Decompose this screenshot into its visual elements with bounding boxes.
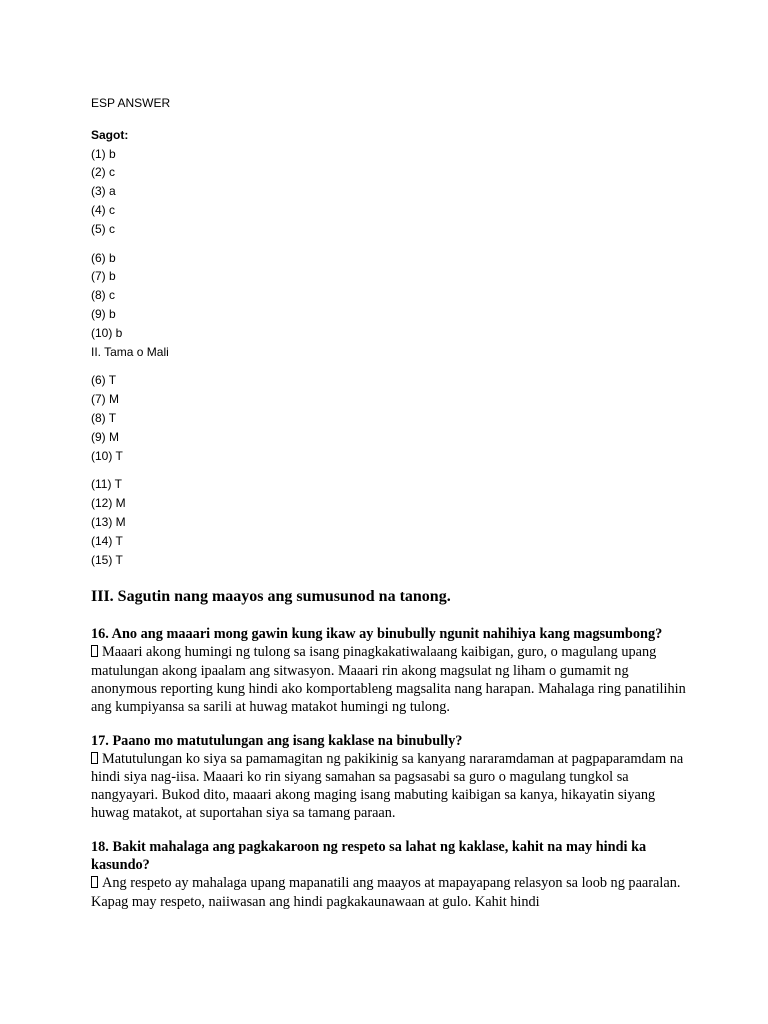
answer-item: (8) c [91,288,115,303]
answer-item: (10) b [91,325,123,340]
answer-item: (10) T [91,448,123,463]
answer-item: (1) b [91,146,116,161]
answer-item: (14) T [91,533,123,548]
answer-text: Ang respeto ay mahalaga upang mapanatili ang maayos at mapayapang relasyon sa loob ng paaralan. Kapag may respeto, naiiwasan ang hindi pagkakaunawaan at gulo. Kahit hindi [91,875,681,910]
answer-item: (3) a [91,184,116,199]
answer-item: (4) c [91,202,115,217]
answer-item: (13) M [91,514,126,529]
answer-label: Sagot: [91,127,129,142]
answer-item: (8) T [91,410,117,425]
answer-item: (9) b [91,306,116,321]
question-text: 17. Paano mo matutulungan ang isang kaklase na binubully? [91,732,463,749]
question-text: 16. Ano ang maaari mong gawin kung ikaw ay binubully ngunit nahihiya kang magsumbong? [91,626,663,643]
document-page [91,94,691,927]
answer-group-3 [91,371,691,465]
answer-group-4 [91,475,691,569]
answer-paragraph [91,750,691,822]
section-3-heading: III. Sagutin nang maayos ang sumusunod na tanong. [91,588,451,606]
question-text: 18. Bakit mahalaga ang pagkakaroon ng respeto sa lahat ng kaklase, kahit na may hindi ka kasundo? [91,839,647,874]
answer-paragraph [91,643,691,715]
answer-item: (5) c [91,221,115,236]
answer-item: (7) M [91,392,119,407]
answer-text: Matutulungan ko siya sa pamamagitan ng pakikinig sa kanyang nararamdaman at pagpaparamdam na hindi siya nag-iisa. Maaari ko rin siyang samahan sa pagsasabi sa guro o magulang tungkol sa nangyayari. Bukod dito, maaari akong maging isang mabuting kaibigan sa kanya, hikayatin siyang huwag matakot, at suportahan siya sa tamang paraan. [91,750,684,822]
missing-glyph-icon [91,752,98,764]
answer-item: (2) c [91,165,115,180]
document-title: ESP ANSWER [91,96,171,110]
missing-glyph-icon [91,645,98,657]
question-block-18 [91,838,691,910]
answer-text: Maaari akong humingi ng tulong sa isang pinagkakatiwalaang kaibigan, guro, o magulang upang matulungan akong ipaalam ang sitwasyon. Maaari rin akong magsulat ng liham o gumamit ng anonymous reporting kung hindi ako komportableng magsalita nang harapan. Mahalaga ring panatilihin ang kumpiyansa sa sarili at huwag matakot humingi ng tulong. [91,644,686,715]
answer-item: (7) b [91,269,116,284]
answer-item: (6) b [91,250,116,265]
answer-item: (6) T [91,373,117,388]
answer-group-1 [91,145,691,239]
answer-item: (15) T [91,552,123,567]
missing-glyph-icon [91,876,98,888]
answer-item: (12) M [91,496,126,511]
answer-item: (9) M [91,429,119,444]
question-block-17 [91,732,691,822]
question-block-16 [91,625,691,715]
answer-group-2 [91,249,691,343]
answer-paragraph [91,874,691,910]
answer-item: (11) T [91,477,122,492]
section-2-heading: II. Tama o Mali [91,344,169,359]
